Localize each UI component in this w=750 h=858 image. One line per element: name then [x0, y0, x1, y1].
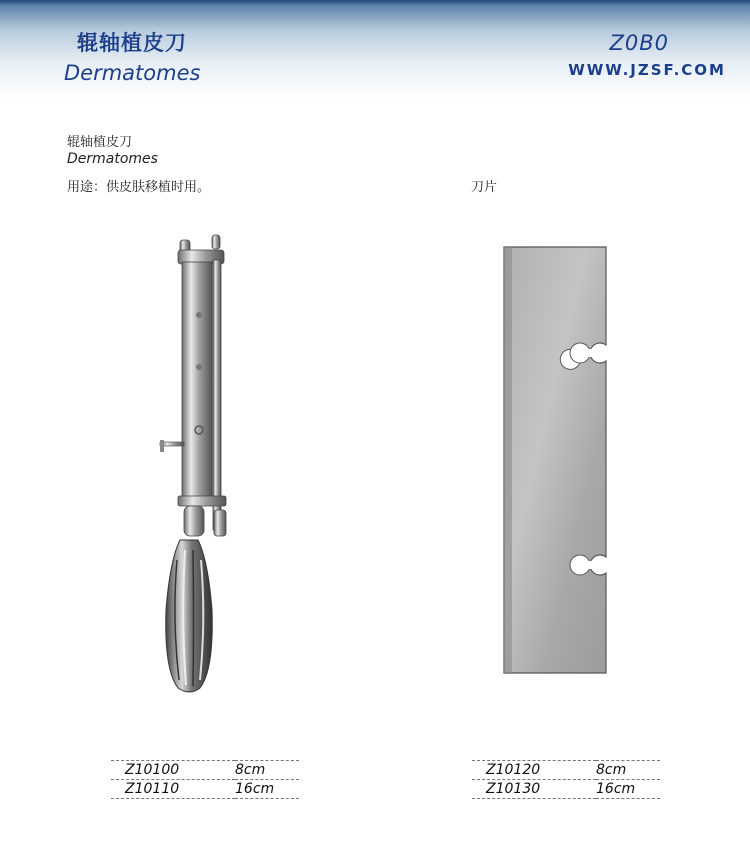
dermatome-code-table: [111, 760, 299, 799]
header-banner: [0, 0, 750, 100]
header-title-cn: 辊轴植皮刀: [77, 31, 187, 55]
product-code: Z10130: [486, 781, 541, 797]
section-title-cn: 辊轴植皮刀: [67, 135, 133, 150]
table-row: [472, 761, 660, 780]
usage-text: 用途：供皮肤移植时用。: [67, 180, 211, 195]
blade-image: [498, 245, 610, 677]
product-size: 8cm: [596, 762, 627, 778]
product-size: 16cm: [596, 781, 636, 797]
table-row: [472, 780, 660, 799]
dermatome-image: [150, 230, 250, 700]
product-size: 8cm: [235, 762, 266, 778]
product-code: Z10110: [125, 781, 180, 797]
blade-code-table: [472, 760, 660, 799]
product-size: 16cm: [235, 781, 275, 797]
header-title-en: Dermatomes: [64, 61, 201, 85]
product-code: Z10100: [125, 762, 180, 778]
table-row: [111, 780, 299, 799]
website-url: WWW.JZSF.COM: [568, 61, 726, 79]
catalog-code: Z0B0: [609, 31, 669, 55]
table-row: [111, 761, 299, 780]
blade-label: 刀片: [471, 180, 498, 195]
section-title-en: Dermatomes: [67, 151, 158, 167]
product-code: Z10120: [486, 762, 541, 778]
